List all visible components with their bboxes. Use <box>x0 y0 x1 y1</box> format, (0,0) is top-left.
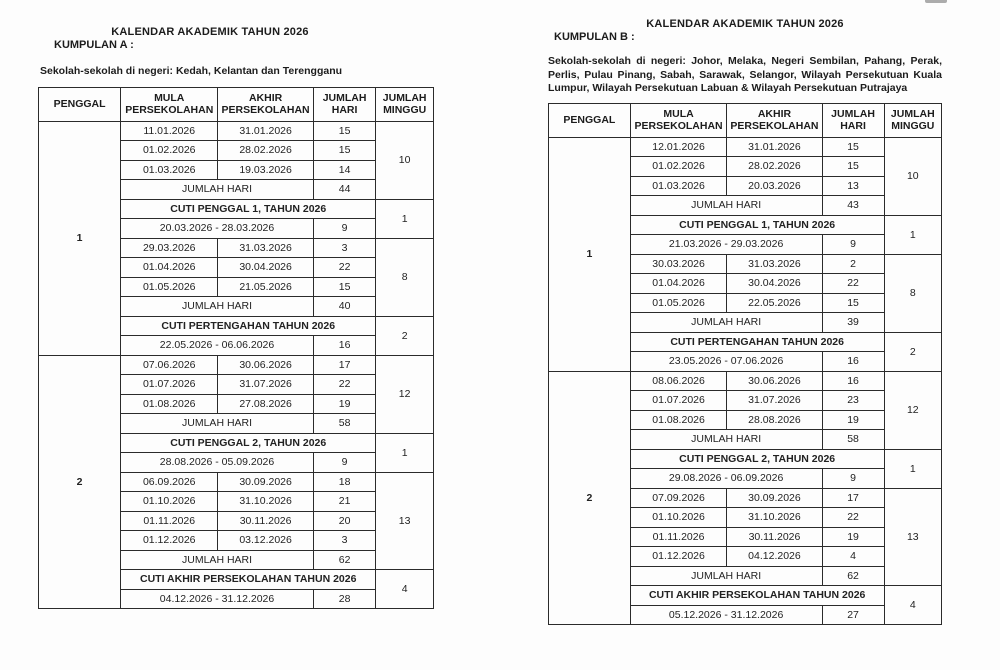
cuti-days-cell: 28 <box>313 589 375 609</box>
jumlah-minggu-cell: 13 <box>884 488 941 586</box>
kumpulan-a-states: Sekolah-sekolah di negeri: Kedah, Kelantan dan Terengganu <box>40 65 343 77</box>
mula-date-cell: 01.10.2026 <box>121 492 218 512</box>
jumlah-hari-cell: 19 <box>313 394 375 414</box>
mula-date-cell: 01.08.2026 <box>121 394 218 414</box>
akhir-date-cell: 04.12.2026 <box>727 547 822 567</box>
header-row <box>39 87 434 121</box>
jumlah-minggu-cell: 1 <box>376 199 434 238</box>
jumlah-hari-cell: 15 <box>822 293 884 313</box>
penggal-cell: 1 <box>549 137 631 371</box>
jumlah-hari-cell: 23 <box>822 391 884 411</box>
akhir-date-cell: 20.03.2026 <box>727 176 822 196</box>
cuti-label-cell: CUTI PENGGAL 1, TAHUN 2026 <box>630 215 884 235</box>
akhir-date-cell: 30.06.2026 <box>218 355 314 375</box>
cuti-range-cell: 22.05.2026 - 06.06.2026 <box>121 336 314 356</box>
jumlah-hari-label-cell: JUMLAH HARI <box>121 414 314 434</box>
table-row <box>549 137 942 157</box>
jumlah-hari-cell: 22 <box>822 508 884 528</box>
mula-date-cell: 01.07.2026 <box>630 391 727 411</box>
mula-date-cell: 01.03.2026 <box>630 176 727 196</box>
akhir-date-cell: 03.12.2026 <box>218 531 314 551</box>
penggal-cell: 1 <box>39 121 121 355</box>
cuti-days-cell: 16 <box>822 352 884 372</box>
jumlah-hari-cell: 15 <box>313 141 375 161</box>
mula-date-cell: 01.04.2026 <box>121 258 218 278</box>
jumlah-hari-cell: 3 <box>313 531 375 551</box>
akhir-date-cell: 21.05.2026 <box>218 277 314 297</box>
mula-date-cell: 01.03.2026 <box>121 160 218 180</box>
jumlah-hari-cell: 16 <box>822 371 884 391</box>
column-header: JUMLAH MINGGU <box>884 103 941 137</box>
akhir-date-cell: 31.01.2026 <box>727 137 822 157</box>
jumlah-minggu-cell: 2 <box>376 316 434 355</box>
mula-date-cell: 11.01.2026 <box>121 121 218 141</box>
jumlah-minggu-cell: 1 <box>884 215 941 254</box>
jumlah-hari-cell: 15 <box>822 157 884 177</box>
jumlah-hari-total-cell: 62 <box>822 566 884 586</box>
cuti-label-cell: CUTI PERTENGAHAN TAHUN 2026 <box>121 316 376 336</box>
column-header: JUMLAH HARI <box>313 87 375 121</box>
cuti-label-cell: CUTI AKHIR PERSEKOLAHAN TAHUN 2026 <box>121 570 376 590</box>
akhir-date-cell: 30.06.2026 <box>727 371 822 391</box>
mula-date-cell: 07.09.2026 <box>630 488 727 508</box>
akhir-date-cell: 22.05.2026 <box>727 293 822 313</box>
mula-date-cell: 01.12.2026 <box>121 531 218 551</box>
jumlah-hari-cell: 3 <box>313 238 375 258</box>
cuti-range-cell: 29.08.2026 - 06.09.2026 <box>630 469 822 489</box>
akhir-date-cell: 30.04.2026 <box>727 274 822 294</box>
kumpulan-a-table <box>38 87 434 610</box>
akhir-date-cell: 31.07.2026 <box>218 375 314 395</box>
cuti-range-cell: 20.03.2026 - 28.03.2026 <box>121 219 314 239</box>
jumlah-hari-cell: 17 <box>313 355 375 375</box>
akhir-date-cell: 27.08.2026 <box>218 394 314 414</box>
akhir-date-cell: 31.10.2026 <box>727 508 822 528</box>
jumlah-hari-label-cell: JUMLAH HARI <box>630 430 822 450</box>
jumlah-hari-cell: 15 <box>822 137 884 157</box>
mula-date-cell: 01.04.2026 <box>630 274 727 294</box>
column-header: MULA PERSEKOLAHAN <box>121 87 218 121</box>
jumlah-hari-cell: 15 <box>313 277 375 297</box>
mula-date-cell: 01.02.2026 <box>630 157 727 177</box>
column-header: PENGGAL <box>39 87 121 121</box>
jumlah-minggu-cell: 10 <box>884 137 941 215</box>
akhir-date-cell: 30.09.2026 <box>727 488 822 508</box>
jumlah-minggu-cell: 12 <box>884 371 941 449</box>
jumlah-hari-cell: 4 <box>822 547 884 567</box>
akhir-date-cell: 31.03.2026 <box>218 238 314 258</box>
mula-date-cell: 01.11.2026 <box>121 511 218 531</box>
column-header: JUMLAH MINGGU <box>376 87 434 121</box>
kumpulan-b-title: KALENDAR AKADEMIK TAHUN 2026 <box>646 18 844 30</box>
kumpulan-a-section <box>38 26 434 609</box>
jumlah-minggu-cell: 1 <box>884 449 941 488</box>
jumlah-hari-total-cell: 58 <box>822 430 884 450</box>
jumlah-hari-total-cell: 43 <box>822 196 884 216</box>
mula-date-cell: 01.07.2026 <box>121 375 218 395</box>
scan-artifact-mark <box>925 0 947 3</box>
mula-date-cell: 30.03.2026 <box>630 254 727 274</box>
column-header: PENGGAL <box>549 103 631 137</box>
akhir-date-cell: 31.07.2026 <box>727 391 822 411</box>
jumlah-hari-cell: 21 <box>313 492 375 512</box>
jumlah-hari-total-cell: 39 <box>822 313 884 333</box>
table-row <box>549 371 942 391</box>
mula-date-cell: 29.03.2026 <box>121 238 218 258</box>
jumlah-hari-cell: 22 <box>313 258 375 278</box>
cuti-range-cell: 23.05.2026 - 07.06.2026 <box>630 352 822 372</box>
jumlah-hari-cell: 15 <box>313 121 375 141</box>
mula-date-cell: 01.05.2026 <box>121 277 218 297</box>
mula-date-cell: 01.10.2026 <box>630 508 727 528</box>
jumlah-hari-label-cell: JUMLAH HARI <box>630 196 822 216</box>
jumlah-minggu-cell: 4 <box>884 586 941 625</box>
column-header: AKHIR PERSEKOLAHAN <box>218 87 314 121</box>
kumpulan-b-label: KUMPULAN B : <box>554 31 635 43</box>
mula-date-cell: 01.12.2026 <box>630 547 727 567</box>
akhir-date-cell: 30.04.2026 <box>218 258 314 278</box>
jumlah-hari-cell: 22 <box>822 274 884 294</box>
table-row <box>39 355 434 375</box>
akhir-date-cell: 19.03.2026 <box>218 160 314 180</box>
cuti-range-cell: 05.12.2026 - 31.12.2026 <box>630 605 822 625</box>
akhir-date-cell: 31.03.2026 <box>727 254 822 274</box>
cuti-range-cell: 28.08.2026 - 05.09.2026 <box>121 453 314 473</box>
jumlah-hari-label-cell: JUMLAH HARI <box>121 180 314 200</box>
jumlah-hari-total-cell: 44 <box>313 180 375 200</box>
kumpulan-a-label: KUMPULAN A : <box>54 39 134 51</box>
jumlah-hari-label-cell: JUMLAH HARI <box>630 566 822 586</box>
cuti-label-cell: CUTI PENGGAL 1, TAHUN 2026 <box>121 199 376 219</box>
mula-date-cell: 01.02.2026 <box>121 141 218 161</box>
jumlah-hari-cell: 18 <box>313 472 375 492</box>
mula-date-cell: 08.06.2026 <box>630 371 727 391</box>
akhir-date-cell: 31.01.2026 <box>218 121 314 141</box>
jumlah-hari-cell: 19 <box>822 410 884 430</box>
cuti-label-cell: CUTI PENGGAL 2, TAHUN 2026 <box>121 433 376 453</box>
jumlah-hari-total-cell: 58 <box>313 414 375 434</box>
akhir-date-cell: 31.10.2026 <box>218 492 314 512</box>
column-header: JUMLAH HARI <box>822 103 884 137</box>
cuti-days-cell: 9 <box>822 469 884 489</box>
akhir-date-cell: 28.02.2026 <box>727 157 822 177</box>
table-row <box>39 121 434 141</box>
cuti-days-cell: 9 <box>822 235 884 255</box>
jumlah-hari-label-cell: JUMLAH HARI <box>630 313 822 333</box>
jumlah-hari-total-cell: 62 <box>313 550 375 570</box>
cuti-days-cell: 27 <box>822 605 884 625</box>
column-header: AKHIR PERSEKOLAHAN <box>727 103 822 137</box>
mula-date-cell: 07.06.2026 <box>121 355 218 375</box>
jumlah-hari-cell: 19 <box>822 527 884 547</box>
cuti-range-cell: 04.12.2026 - 31.12.2026 <box>121 589 314 609</box>
jumlah-minggu-cell: 4 <box>376 570 434 609</box>
jumlah-hari-label-cell: JUMLAH HARI <box>121 297 314 317</box>
jumlah-hari-cell: 17 <box>822 488 884 508</box>
jumlah-minggu-cell: 13 <box>376 472 434 570</box>
cuti-days-cell: 9 <box>313 453 375 473</box>
column-header: MULA PERSEKOLAHAN <box>630 103 727 137</box>
jumlah-hari-total-cell: 40 <box>313 297 375 317</box>
cuti-days-cell: 16 <box>313 336 375 356</box>
jumlah-minggu-cell: 2 <box>884 332 941 371</box>
jumlah-minggu-cell: 10 <box>376 121 434 199</box>
mula-date-cell: 01.05.2026 <box>630 293 727 313</box>
mula-date-cell: 01.11.2026 <box>630 527 727 547</box>
jumlah-hari-cell: 2 <box>822 254 884 274</box>
kumpulan-a-title: KALENDAR AKADEMIK TAHUN 2026 <box>111 26 309 38</box>
penggal-cell: 2 <box>39 355 121 609</box>
jumlah-hari-cell: 22 <box>313 375 375 395</box>
jumlah-minggu-cell: 8 <box>376 238 434 316</box>
kumpulan-b-table <box>548 103 942 626</box>
jumlah-minggu-cell: 1 <box>376 433 434 472</box>
jumlah-hari-cell: 14 <box>313 160 375 180</box>
cuti-label-cell: CUTI PENGGAL 2, TAHUN 2026 <box>630 449 884 469</box>
akhir-date-cell: 30.11.2026 <box>727 527 822 547</box>
penggal-cell: 2 <box>549 371 631 625</box>
jumlah-minggu-cell: 8 <box>884 254 941 332</box>
mula-date-cell: 01.08.2026 <box>630 410 727 430</box>
mula-date-cell: 12.01.2026 <box>630 137 727 157</box>
kumpulan-b-states: Sekolah-sekolah di negeri: Johor, Melaka, Negeri Sembilan, Pahang, Perak, Perlis, Pulau Pinang, Sabah, Sarawak, Selangor, Wilayah Persekutuan Kuala Lumpur, Wilayah Persekutuan Labuan & Wilayah Persekutuan Putrajaya <box>548 55 942 94</box>
jumlah-hari-label-cell: JUMLAH HARI <box>121 550 314 570</box>
jumlah-minggu-cell: 12 <box>376 355 434 433</box>
cuti-range-cell: 21.03.2026 - 29.03.2026 <box>630 235 822 255</box>
mula-date-cell: 06.09.2026 <box>121 472 218 492</box>
kumpulan-b-section <box>548 18 942 625</box>
header-row <box>549 103 942 137</box>
jumlah-hari-cell: 13 <box>822 176 884 196</box>
akhir-date-cell: 28.02.2026 <box>218 141 314 161</box>
akhir-date-cell: 30.11.2026 <box>218 511 314 531</box>
cuti-label-cell: CUTI PERTENGAHAN TAHUN 2026 <box>630 332 884 352</box>
akhir-date-cell: 28.08.2026 <box>727 410 822 430</box>
akhir-date-cell: 30.09.2026 <box>218 472 314 492</box>
cuti-label-cell: CUTI AKHIR PERSEKOLAHAN TAHUN 2026 <box>630 586 884 606</box>
cuti-days-cell: 9 <box>313 219 375 239</box>
jumlah-hari-cell: 20 <box>313 511 375 531</box>
